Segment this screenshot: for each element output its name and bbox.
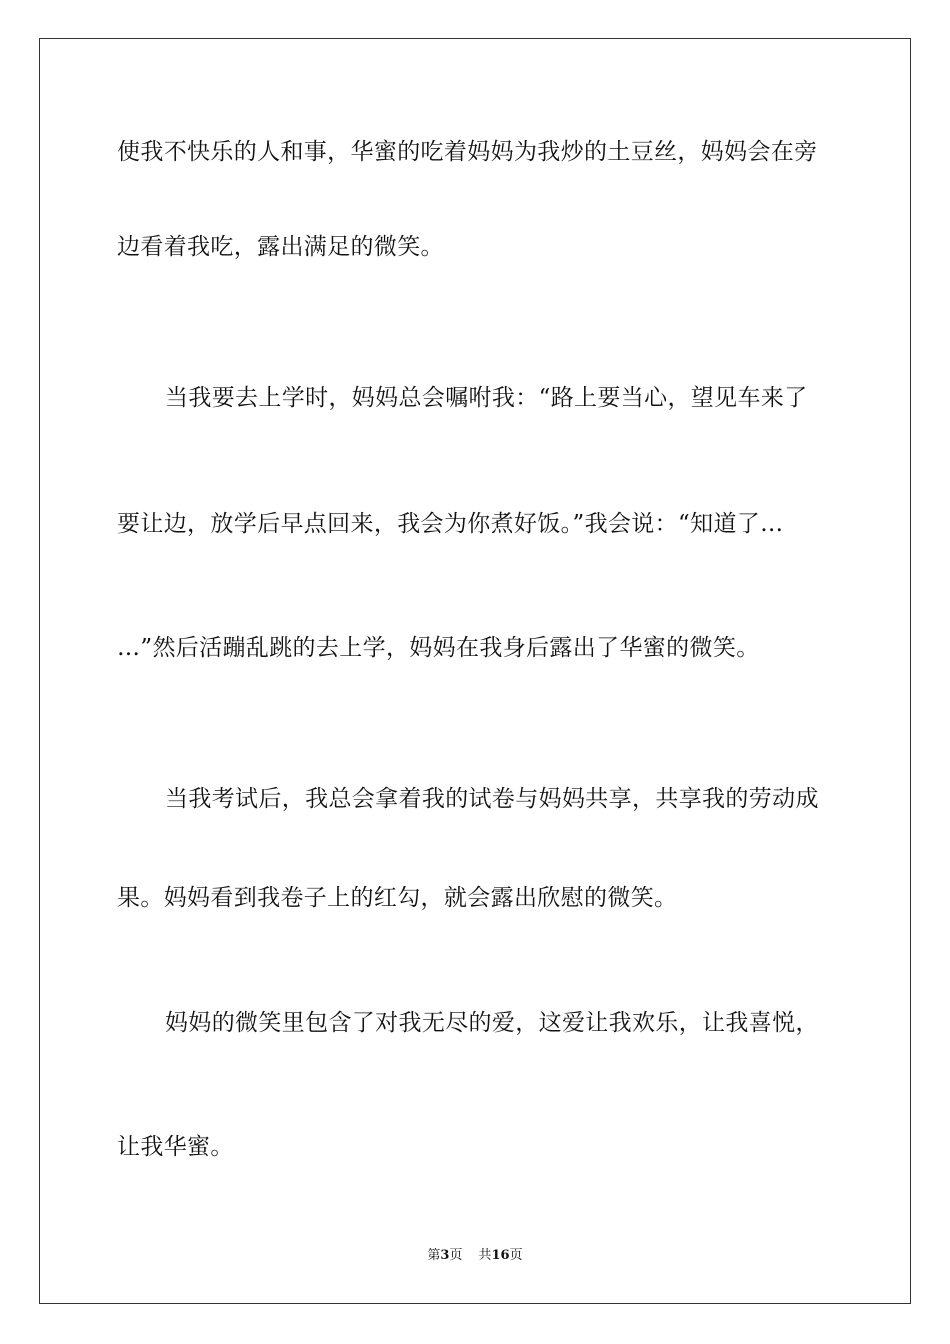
footer-current-page: 3 (440, 1248, 450, 1263)
text-line-6: 当我考试后，我总会拿着我的试卷与妈妈共享，共享我的劳动成 (165, 786, 819, 812)
footer-page-prefix: 第 (427, 1248, 441, 1263)
text-line-7: 果。妈妈看到我卷子上的红勾，就会露出欣慰的微笑。 (117, 885, 678, 911)
text-line-8: 妈妈的微笑里包含了对我无尽的爱，这爱让我欢乐，让我喜悦， (165, 1010, 819, 1036)
text-line-5: …”然后活蹦乱跳的去上学，妈妈在我身后露出了华蜜的微笑。 (117, 635, 760, 661)
footer-total-suffix: 页 (509, 1248, 523, 1263)
text-line-9: 让我华蜜。 (117, 1134, 234, 1160)
footer-total-prefix: 共 (478, 1248, 492, 1263)
text-line-3: 当我要去上学时，妈妈总会嘱咐我：“路上要当心，望见车来了 (165, 385, 808, 411)
text-line-1: 使我不快乐的人和事，华蜜的吃着妈妈为我炒的土豆丝，妈妈会在旁 (117, 139, 818, 165)
text-line-2: 边看着我吃，露出满足的微笑。 (117, 234, 444, 260)
footer-page-suffix: 页 (449, 1248, 463, 1263)
text-line-4: 要让边，放学后早点回来，我会为你煮好饭。”我会说：“知道了… (117, 511, 784, 537)
footer-total-pages: 16 (491, 1248, 510, 1263)
page-border (39, 38, 911, 1304)
page-footer (0, 1247, 950, 1265)
